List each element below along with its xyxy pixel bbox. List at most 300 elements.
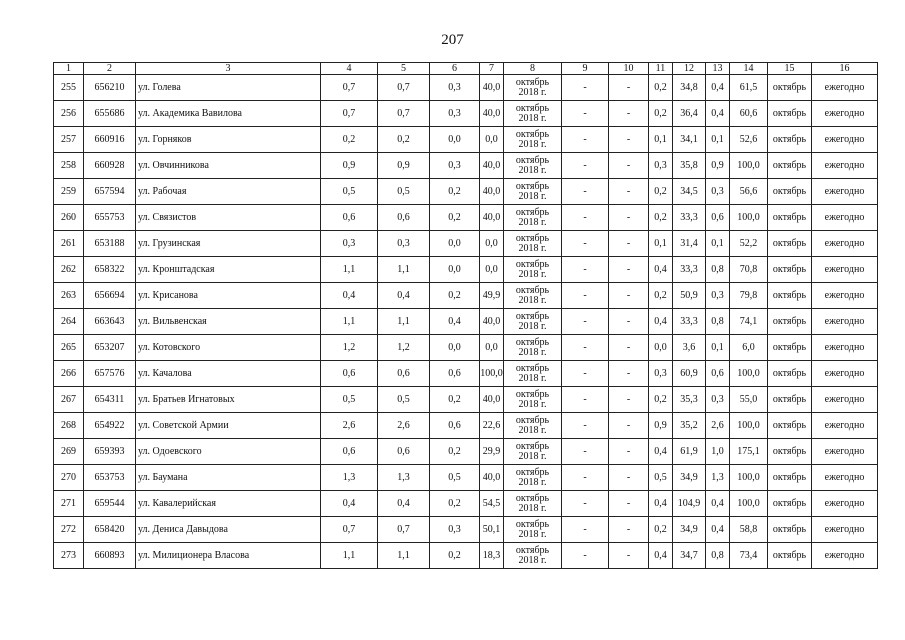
column-header: 16: [812, 63, 878, 75]
col-6: 0,2: [430, 205, 480, 231]
col-7: 40,0: [480, 465, 504, 491]
col-14: 100,0: [730, 153, 768, 179]
frequency-cell: ежегодно: [812, 309, 878, 335]
col-12: 33,3: [673, 205, 706, 231]
table-header-row: [54, 63, 878, 75]
col-4: 0,7: [321, 517, 378, 543]
frequency-cell: ежегодно: [812, 153, 878, 179]
frequency-cell: ежегодно: [812, 413, 878, 439]
street-name: ул. Баумана: [136, 465, 321, 491]
col-13: 0,8: [706, 543, 730, 569]
col-4: 0,6: [321, 361, 378, 387]
month-cell: октябрь: [768, 491, 812, 517]
column-header: 2: [84, 63, 136, 75]
col-10: -: [609, 257, 649, 283]
table-row: [54, 413, 878, 439]
row-code: 653753: [84, 465, 136, 491]
col-11: 0,2: [649, 517, 673, 543]
month-cell: октябрь: [768, 387, 812, 413]
row-code: 660916: [84, 127, 136, 153]
month-cell: октябрь: [768, 283, 812, 309]
column-header: 8: [504, 63, 562, 75]
col-7: 0,0: [480, 127, 504, 153]
col-10: -: [609, 543, 649, 569]
table-row: [54, 283, 878, 309]
date-cell: [504, 465, 562, 491]
col-6: 0,0: [430, 335, 480, 361]
col-7: 22,6: [480, 413, 504, 439]
date-month: октябрь: [515, 466, 550, 478]
col-12: 34,1: [673, 127, 706, 153]
col-11: 0,4: [649, 491, 673, 517]
column-header: 4: [321, 63, 378, 75]
table-row: [54, 361, 878, 387]
street-name: ул. Кронштадская: [136, 257, 321, 283]
col-7: 0,0: [480, 257, 504, 283]
col-4: 1,2: [321, 335, 378, 361]
date-month: октябрь: [515, 388, 550, 400]
col-5: 1,1: [378, 257, 430, 283]
row-code: 653207: [84, 335, 136, 361]
date-month: октябрь: [515, 362, 550, 374]
date-year: 2018 г.: [518, 554, 547, 566]
frequency-cell: ежегодно: [812, 465, 878, 491]
row-number: 268: [54, 413, 84, 439]
date-cell: [504, 231, 562, 257]
date-cell: [504, 439, 562, 465]
table-row: [54, 439, 878, 465]
month-cell: октябрь: [768, 517, 812, 543]
col-12: 50,9: [673, 283, 706, 309]
date-month: октябрь: [515, 492, 550, 504]
col-14: 73,4: [730, 543, 768, 569]
col-9: -: [562, 75, 609, 101]
date-year: 2018 г.: [518, 502, 547, 514]
col-5: 0,7: [378, 75, 430, 101]
col-4: 0,7: [321, 101, 378, 127]
col-13: 1,0: [706, 439, 730, 465]
col-13: 0,3: [706, 387, 730, 413]
col-9: -: [562, 257, 609, 283]
col-10: -: [609, 153, 649, 179]
col-14: 70,8: [730, 257, 768, 283]
col-13: 0,8: [706, 257, 730, 283]
date-year: 2018 г.: [518, 450, 547, 462]
street-name: ул. Академика Вавилова: [136, 101, 321, 127]
col-7: 0,0: [480, 335, 504, 361]
col-14: 52,2: [730, 231, 768, 257]
col-13: 0,3: [706, 283, 730, 309]
street-name: ул. Грузинская: [136, 231, 321, 257]
frequency-cell: ежегодно: [812, 517, 878, 543]
col-10: -: [609, 387, 649, 413]
row-number: 260: [54, 205, 84, 231]
month-cell: октябрь: [768, 335, 812, 361]
frequency-cell: ежегодно: [812, 283, 878, 309]
col-9: -: [562, 361, 609, 387]
col-6: 0,2: [430, 387, 480, 413]
col-4: 1,1: [321, 309, 378, 335]
col-10: -: [609, 439, 649, 465]
col-13: 0,6: [706, 361, 730, 387]
row-number: 270: [54, 465, 84, 491]
col-5: 1,2: [378, 335, 430, 361]
frequency-cell: ежегодно: [812, 491, 878, 517]
date-cell: [504, 101, 562, 127]
col-12: 35,3: [673, 387, 706, 413]
col-4: 0,3: [321, 231, 378, 257]
street-name: ул. Вильвенская: [136, 309, 321, 335]
date-cell: [504, 257, 562, 283]
col-5: 0,7: [378, 517, 430, 543]
col-12: 34,7: [673, 543, 706, 569]
frequency-cell: ежегодно: [812, 101, 878, 127]
col-14: 100,0: [730, 205, 768, 231]
frequency-cell: ежегодно: [812, 543, 878, 569]
col-4: 0,6: [321, 205, 378, 231]
col-12: 34,8: [673, 75, 706, 101]
col-5: 1,3: [378, 465, 430, 491]
col-6: 0,3: [430, 153, 480, 179]
street-name: ул. Кавалерийская: [136, 491, 321, 517]
col-12: 36,4: [673, 101, 706, 127]
date-cell: [504, 413, 562, 439]
street-name: ул. Милиционера Власова: [136, 543, 321, 569]
col-5: 0,5: [378, 179, 430, 205]
month-cell: октябрь: [768, 309, 812, 335]
col-9: -: [562, 205, 609, 231]
street-name: ул. Котовского: [136, 335, 321, 361]
street-name: ул. Рабочая: [136, 179, 321, 205]
col-11: 0,5: [649, 465, 673, 491]
row-number: 267: [54, 387, 84, 413]
table-row: [54, 387, 878, 413]
col-7: 40,0: [480, 75, 504, 101]
col-9: -: [562, 283, 609, 309]
date-year: 2018 г.: [518, 476, 547, 488]
date-cell: [504, 361, 562, 387]
col-10: -: [609, 361, 649, 387]
col-5: 0,6: [378, 205, 430, 231]
table-row: [54, 517, 878, 543]
row-code: 654311: [84, 387, 136, 413]
col-11: 0,2: [649, 283, 673, 309]
row-number: 271: [54, 491, 84, 517]
row-code: 658420: [84, 517, 136, 543]
date-month: октябрь: [515, 284, 550, 296]
col-9: -: [562, 231, 609, 257]
col-7: 40,0: [480, 101, 504, 127]
col-14: 100,0: [730, 413, 768, 439]
frequency-cell: ежегодно: [812, 179, 878, 205]
date-month: октябрь: [515, 154, 550, 166]
date-year: 2018 г.: [518, 86, 547, 98]
col-10: -: [609, 101, 649, 127]
col-12: 61,9: [673, 439, 706, 465]
col-6: 0,2: [430, 439, 480, 465]
col-4: 0,4: [321, 283, 378, 309]
date-month: октябрь: [515, 206, 550, 218]
date-cell: [504, 179, 562, 205]
date-year: 2018 г.: [518, 138, 547, 150]
street-name: ул. Овчинникова: [136, 153, 321, 179]
col-14: 52,6: [730, 127, 768, 153]
row-number: 259: [54, 179, 84, 205]
col-9: -: [562, 491, 609, 517]
street-name: ул. Голева: [136, 75, 321, 101]
column-header: 3: [136, 63, 321, 75]
col-13: 0,4: [706, 491, 730, 517]
row-code: 655686: [84, 101, 136, 127]
col-11: 0,4: [649, 257, 673, 283]
col-5: 0,2: [378, 127, 430, 153]
col-6: 0,0: [430, 231, 480, 257]
date-month: октябрь: [515, 258, 550, 270]
col-6: 0,3: [430, 75, 480, 101]
col-9: -: [562, 465, 609, 491]
table-row: [54, 309, 878, 335]
col-6: 0,2: [430, 543, 480, 569]
col-11: 0,2: [649, 179, 673, 205]
column-header: 14: [730, 63, 768, 75]
date-cell: [504, 127, 562, 153]
row-number: 262: [54, 257, 84, 283]
column-header: 6: [430, 63, 480, 75]
month-cell: октябрь: [768, 101, 812, 127]
date-month: октябрь: [515, 544, 550, 556]
table-row: [54, 465, 878, 491]
date-cell: [504, 517, 562, 543]
row-number: 264: [54, 309, 84, 335]
column-header: 10: [609, 63, 649, 75]
frequency-cell: ежегодно: [812, 335, 878, 361]
frequency-cell: ежегодно: [812, 257, 878, 283]
col-4: 2,6: [321, 413, 378, 439]
col-10: -: [609, 179, 649, 205]
col-10: -: [609, 309, 649, 335]
col-14: 100,0: [730, 465, 768, 491]
col-10: -: [609, 283, 649, 309]
col-10: -: [609, 205, 649, 231]
col-13: 0,4: [706, 517, 730, 543]
street-name: ул. Качалова: [136, 361, 321, 387]
col-6: 0,0: [430, 257, 480, 283]
frequency-cell: ежегодно: [812, 387, 878, 413]
row-code: 663643: [84, 309, 136, 335]
row-code: 657576: [84, 361, 136, 387]
col-4: 0,9: [321, 153, 378, 179]
col-6: 0,6: [430, 413, 480, 439]
col-7: 40,0: [480, 387, 504, 413]
col-6: 0,2: [430, 179, 480, 205]
date-month: октябрь: [515, 76, 550, 88]
table-row: [54, 257, 878, 283]
date-month: октябрь: [515, 180, 550, 192]
row-number: 263: [54, 283, 84, 309]
col-5: 1,1: [378, 309, 430, 335]
row-number: 258: [54, 153, 84, 179]
date-cell: [504, 153, 562, 179]
row-number: 257: [54, 127, 84, 153]
col-13: 0,4: [706, 75, 730, 101]
street-name: ул. Одоевского: [136, 439, 321, 465]
col-5: 0,6: [378, 361, 430, 387]
col-11: 0,4: [649, 543, 673, 569]
col-10: -: [609, 491, 649, 517]
date-month: октябрь: [515, 128, 550, 140]
col-4: 1,1: [321, 543, 378, 569]
col-7: 49,9: [480, 283, 504, 309]
row-code: 654922: [84, 413, 136, 439]
date-month: октябрь: [515, 102, 550, 114]
col-9: -: [562, 387, 609, 413]
date-year: 2018 г.: [518, 190, 547, 202]
month-cell: октябрь: [768, 179, 812, 205]
row-number: 272: [54, 517, 84, 543]
row-code: 659544: [84, 491, 136, 517]
col-11: 0,4: [649, 309, 673, 335]
col-4: 0,2: [321, 127, 378, 153]
col-14: 55,0: [730, 387, 768, 413]
col-11: 0,4: [649, 439, 673, 465]
column-header: 15: [768, 63, 812, 75]
col-4: 0,4: [321, 491, 378, 517]
col-10: -: [609, 335, 649, 361]
col-14: 58,8: [730, 517, 768, 543]
date-month: октябрь: [515, 440, 550, 452]
date-year: 2018 г.: [518, 242, 547, 254]
month-cell: октябрь: [768, 153, 812, 179]
col-4: 0,5: [321, 179, 378, 205]
month-cell: октябрь: [768, 205, 812, 231]
col-11: 0,0: [649, 335, 673, 361]
col-9: -: [562, 543, 609, 569]
date-cell: [504, 75, 562, 101]
street-name: ул. Крисанова: [136, 283, 321, 309]
col-13: 0,9: [706, 153, 730, 179]
col-7: 100,0: [480, 361, 504, 387]
row-number: 255: [54, 75, 84, 101]
col-11: 0,9: [649, 413, 673, 439]
date-cell: [504, 335, 562, 361]
street-name: ул. Горняков: [136, 127, 321, 153]
col-9: -: [562, 153, 609, 179]
table-row: [54, 153, 878, 179]
frequency-cell: ежегодно: [812, 127, 878, 153]
column-header: 9: [562, 63, 609, 75]
col-5: 0,7: [378, 101, 430, 127]
table-row: [54, 127, 878, 153]
date-year: 2018 г.: [518, 528, 547, 540]
col-14: 100,0: [730, 491, 768, 517]
date-month: октябрь: [515, 336, 550, 348]
col-10: -: [609, 127, 649, 153]
street-name: ул. Советской Армии: [136, 413, 321, 439]
date-cell: [504, 543, 562, 569]
row-number: 265: [54, 335, 84, 361]
date-year: 2018 г.: [518, 320, 547, 332]
date-cell: [504, 309, 562, 335]
col-10: -: [609, 517, 649, 543]
col-14: 74,1: [730, 309, 768, 335]
col-13: 1,3: [706, 465, 730, 491]
col-11: 0,2: [649, 205, 673, 231]
date-month: октябрь: [515, 518, 550, 530]
col-12: 34,5: [673, 179, 706, 205]
col-5: 1,1: [378, 543, 430, 569]
col-13: 0,1: [706, 127, 730, 153]
col-7: 54,5: [480, 491, 504, 517]
row-code: 656210: [84, 75, 136, 101]
row-number: 261: [54, 231, 84, 257]
col-7: 29,9: [480, 439, 504, 465]
col-13: 0,1: [706, 335, 730, 361]
col-6: 0,6: [430, 361, 480, 387]
row-code: 660893: [84, 543, 136, 569]
col-5: 0,3: [378, 231, 430, 257]
col-6: 0,2: [430, 283, 480, 309]
col-12: 35,2: [673, 413, 706, 439]
col-13: 0,6: [706, 205, 730, 231]
row-code: 656694: [84, 283, 136, 309]
date-cell: [504, 491, 562, 517]
date-cell: [504, 205, 562, 231]
col-9: -: [562, 439, 609, 465]
col-9: -: [562, 127, 609, 153]
col-11: 0,3: [649, 153, 673, 179]
col-14: 79,8: [730, 283, 768, 309]
date-month: октябрь: [515, 414, 550, 426]
date-year: 2018 г.: [518, 398, 547, 410]
column-header: 11: [649, 63, 673, 75]
column-header: 7: [480, 63, 504, 75]
row-code: 655753: [84, 205, 136, 231]
month-cell: октябрь: [768, 231, 812, 257]
date-month: октябрь: [515, 310, 550, 322]
col-6: 0,2: [430, 491, 480, 517]
frequency-cell: ежегодно: [812, 205, 878, 231]
col-6: 0,5: [430, 465, 480, 491]
month-cell: октябрь: [768, 543, 812, 569]
col-13: 0,3: [706, 179, 730, 205]
col-11: 0,2: [649, 75, 673, 101]
frequency-cell: ежегодно: [812, 361, 878, 387]
table-row: [54, 205, 878, 231]
col-14: 60,6: [730, 101, 768, 127]
col-9: -: [562, 179, 609, 205]
col-5: 2,6: [378, 413, 430, 439]
col-5: 0,4: [378, 491, 430, 517]
row-number: 273: [54, 543, 84, 569]
col-12: 3,6: [673, 335, 706, 361]
table-row: [54, 101, 878, 127]
date-year: 2018 г.: [518, 216, 547, 228]
table-row: [54, 491, 878, 517]
col-5: 0,6: [378, 439, 430, 465]
month-cell: октябрь: [768, 257, 812, 283]
col-10: -: [609, 75, 649, 101]
date-cell: [504, 387, 562, 413]
col-7: 40,0: [480, 153, 504, 179]
col-7: 40,0: [480, 205, 504, 231]
table-body: [54, 75, 878, 569]
col-9: -: [562, 335, 609, 361]
col-12: 33,3: [673, 309, 706, 335]
col-4: 0,5: [321, 387, 378, 413]
column-header: 12: [673, 63, 706, 75]
col-6: 0,4: [430, 309, 480, 335]
col-11: 0,3: [649, 361, 673, 387]
